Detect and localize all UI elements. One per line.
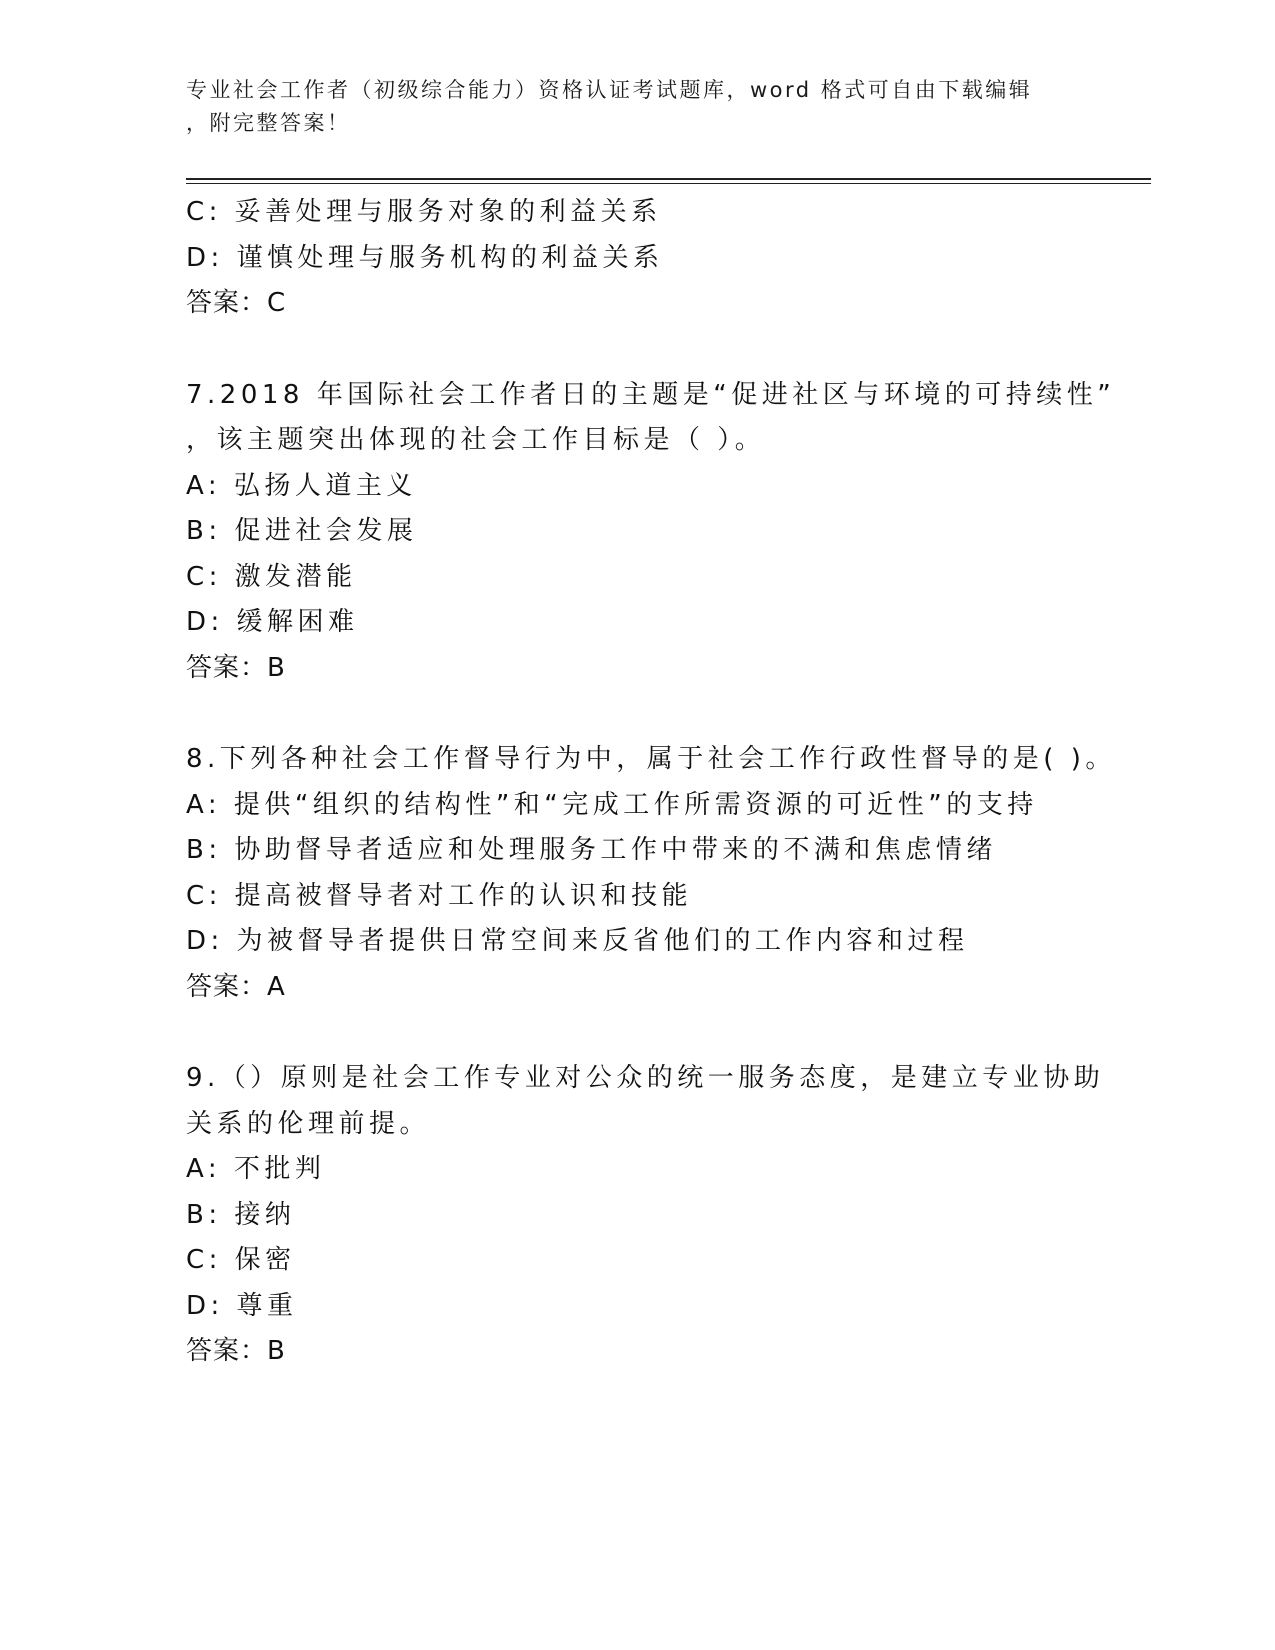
option-a: A: 不批判	[186, 1154, 326, 1184]
option-d: D: 为被督导者提供日常空间来反省他们的工作内容和过程	[186, 926, 969, 956]
header-divider-thick	[186, 178, 1151, 180]
spacer	[186, 327, 1066, 373]
option-c: C: 妥善处理与服务对象的利益关系	[186, 197, 662, 227]
document-header	[186, 74, 1066, 140]
option-d: D: 尊重	[186, 1290, 298, 1321]
option-c: C: 激发潜能	[186, 561, 357, 592]
question-block-7	[186, 373, 1116, 692]
option-d: D: 谨慎处理与服务机构的利益关系	[186, 242, 664, 273]
spacer	[186, 691, 1066, 737]
header-title-line-2: ，附完整答案！	[186, 111, 351, 135]
option-b: B: 促进社会发展	[186, 516, 418, 546]
option-d: D: 缓解困难	[186, 607, 359, 637]
question-stem-continued: 关系的伦理前提。	[186, 1108, 431, 1139]
question-stem: 8.下列各种社会工作督导行为中，属于社会工作行政性督导的是( )。	[186, 744, 1116, 774]
header-title-line-1: 专业社会工作者（初级综合能力）资格认证考试题库，word 格式可自由下载编辑	[186, 78, 1033, 102]
option-b: B: 协助督导者适应和处理服务工作中带来的不满和焦虑情绪	[186, 835, 997, 865]
question-block-9	[186, 1056, 1105, 1375]
question-list	[186, 190, 1116, 1375]
question-block-previous	[186, 190, 1066, 327]
question-stem-continued: ，该主题突出体现的社会工作目标是（ ）。	[186, 425, 766, 455]
option-c: C: 保密	[186, 1245, 296, 1275]
option-c: C: 提高被督导者对工作的认识和技能	[186, 880, 693, 911]
answer-line: 答案：B	[186, 652, 286, 683]
question-stem: 7.2018 年国际社会工作者日的主题是“促进社区与环境的可持续性”	[186, 379, 1116, 410]
answer-line: 答案：A	[186, 971, 286, 1002]
spacer	[186, 1010, 1066, 1056]
option-a: A: 提供“组织的结构性”和“完成工作所需资源的可近性”的支持	[186, 789, 1038, 820]
option-b: B: 接纳	[186, 1199, 296, 1230]
answer-line: 答案：B	[186, 1336, 286, 1366]
option-a: A: 弘扬人道主义	[186, 470, 417, 501]
header-divider-thin	[186, 183, 1151, 184]
question-stem: 9.（）原则是社会工作专业对公众的统一服务态度，是建立专业协助	[186, 1063, 1105, 1093]
answer-line: 答案：C	[186, 288, 287, 318]
question-block-8	[186, 737, 1116, 1010]
